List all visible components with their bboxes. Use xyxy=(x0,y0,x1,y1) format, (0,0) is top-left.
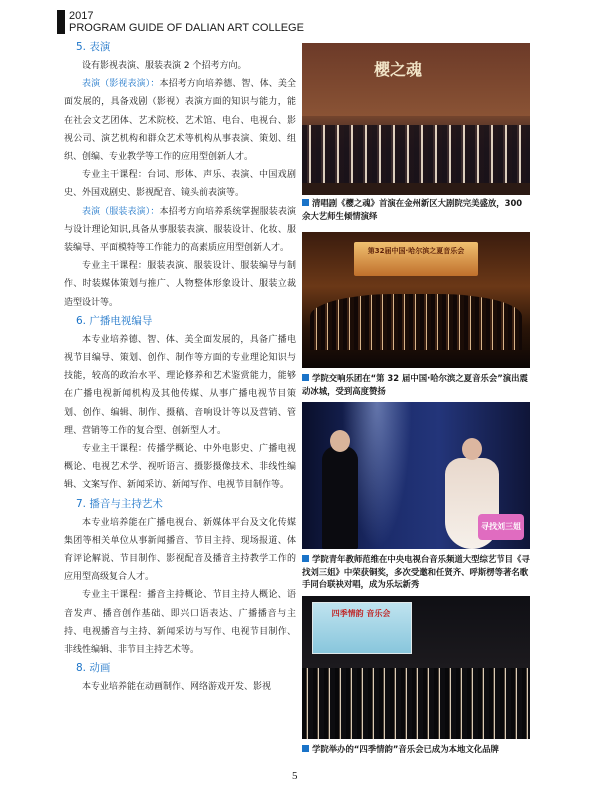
photo-oratorio-cast xyxy=(302,43,530,195)
caption-oratorio-text: 清唱剧《樱之魂》首演在金州新区大剧院完美盛放，300 余大艺师生倾情演绎 xyxy=(302,198,523,221)
announcing-hosting-courses: 专业主干课程：播音主持概论、节目主持人概论、语音发声、播音创作基础、即兴口语表达、广播播音与主持、电视播音与主持、新闻采访与写作、电视节目制作、非线性编辑、非节目主持艺术等。 xyxy=(64,590,296,656)
film-performance-paragraph xyxy=(64,75,296,166)
film-performance-courses: 专业主干课程：台词、形体、声乐、表演、中国戏剧史、外国戏剧史、影视配音、镜头前表演等。 xyxy=(64,170,296,199)
photo-four-seasons-concert xyxy=(302,596,530,739)
header-year: 2017 xyxy=(69,10,94,22)
fashion-performance-paragraph xyxy=(64,203,296,258)
film-performance-text: 本招考方向培养德、智、体、美全面发展的，具备戏剧（影视）表演方面的知识与能力，能在社会文艺团体、艺术院校、艺术馆、电台、电视台、影视公司、演艺机构和群众艺术等机构从事表演、策划、组织、创编、专业教学等工作的应用型创新人才。 xyxy=(64,79,296,163)
section-intro: 设有影视表演、服装表演 2 个招考方向。 xyxy=(82,61,247,71)
caption-marker-icon xyxy=(302,199,309,206)
fashion-performance-label: 表演（服装表演）： xyxy=(82,206,160,217)
orchestra-ensemble xyxy=(310,294,522,350)
caption-oratorio xyxy=(302,197,530,222)
section-heading-announcing-hosting: 7. 播音与主持艺术 xyxy=(76,497,163,510)
caption-concert xyxy=(302,743,530,756)
caption-tv-show xyxy=(302,553,530,591)
caption-marker-icon xyxy=(302,374,309,381)
header-marker-bar xyxy=(57,10,65,34)
photo-symphony-orchestra xyxy=(302,232,530,368)
stage-title-calligraphy: 櫻之魂 xyxy=(374,60,423,79)
stage-floor xyxy=(302,183,530,195)
section-heading-broadcast-directing: 6. 广播电视编导 xyxy=(76,314,153,327)
section-heading-animation: 8. 动画 xyxy=(76,662,111,675)
male-singer-head xyxy=(330,430,350,452)
page-number: 5 xyxy=(292,770,298,782)
caption-marker-icon xyxy=(302,555,309,562)
show-logo: 寻找刘三姐 xyxy=(478,514,524,540)
caption-concert-text: 学院举办的“四季情韵”音乐会已成为本地文化品牌 xyxy=(312,744,499,754)
fashion-performance-text: 本招考方向培养系统掌握服装表演与设计理论知识,具备从事服装表演、服装设计、化妆、服装编导、平面模特等工作能力的高素质应用型创新人才。 xyxy=(64,206,296,254)
photo-tv-singers xyxy=(302,402,530,549)
caption-orchestra xyxy=(302,372,530,397)
header-program-title: PROGRAM GUIDE OF DALIAN ART COLLEGE xyxy=(69,22,304,34)
caption-orchestra-text: 学院交响乐团在“第 32 届中国·哈尔滨之夏音乐会”演出震动冰城，受到高度赞扬 xyxy=(302,373,528,396)
broadcast-directing-text: 本专业培养德、智、体、美全面发展的，具备广播电视节目编导、策划、创作、制作等方面的专业理论知识与技能，较高的政治水平、理论修养和艺术鉴赏能力，能够在广播电视新闻机构及其他传媒、从事广播电视节目策划、创作、编辑、制作、摄稿、音响设计等以及营销、管理、营销等工作的复合型、创新型人才。 xyxy=(64,334,296,436)
caption-tv-show-text: 学院青年教师范维在中央电视台音乐频道大型综艺节目《寻找刘三姐》中荣获铜奖，多次受邀和任贤齐、呼斯楞等著名歌手同台联袂对唱，成为乐坛新秀 xyxy=(302,554,530,589)
female-singer-head xyxy=(462,438,482,460)
section-heading-performance: 5. 表演 xyxy=(76,41,111,53)
concert-banner-text: 第32届中国·哈尔滨之夏音乐会 xyxy=(367,247,465,255)
animation-text: 本专业培养能在动画制作、网络游戏开发、影视 xyxy=(82,682,272,693)
announcing-hosting-text: 本专业培养能在广播电视台、新媒体平台及文化传媒集团等相关单位从事新闻播音、节目主持、现场报道、体育评论解说、节目制作、影视配音及播音主持教学工作的应用型高级复合人才。 xyxy=(64,517,296,583)
orchestra-ensemble xyxy=(302,668,530,739)
film-performance-label: 表演（影视表演）： xyxy=(82,79,160,90)
stage-screen-title: 四季情韵 音乐会 xyxy=(331,609,391,618)
caption-marker-icon xyxy=(302,745,309,752)
fashion-performance-courses: 专业主干课程：服装表演、服装设计、服装编导与制作、时装媒体策划与推广、人物整体形象设计、服装立裁造型设计等。 xyxy=(64,261,296,308)
text-column xyxy=(64,38,296,697)
broadcast-directing-courses: 专业主干课程：传播学概论、中外电影史、广播电视概论、电视艺术学、视听语言、摄影摄像技术、非线性编辑、文案写作、新闻采访、新闻写作、电视节目制作等。 xyxy=(64,444,296,491)
male-singer xyxy=(322,446,358,549)
